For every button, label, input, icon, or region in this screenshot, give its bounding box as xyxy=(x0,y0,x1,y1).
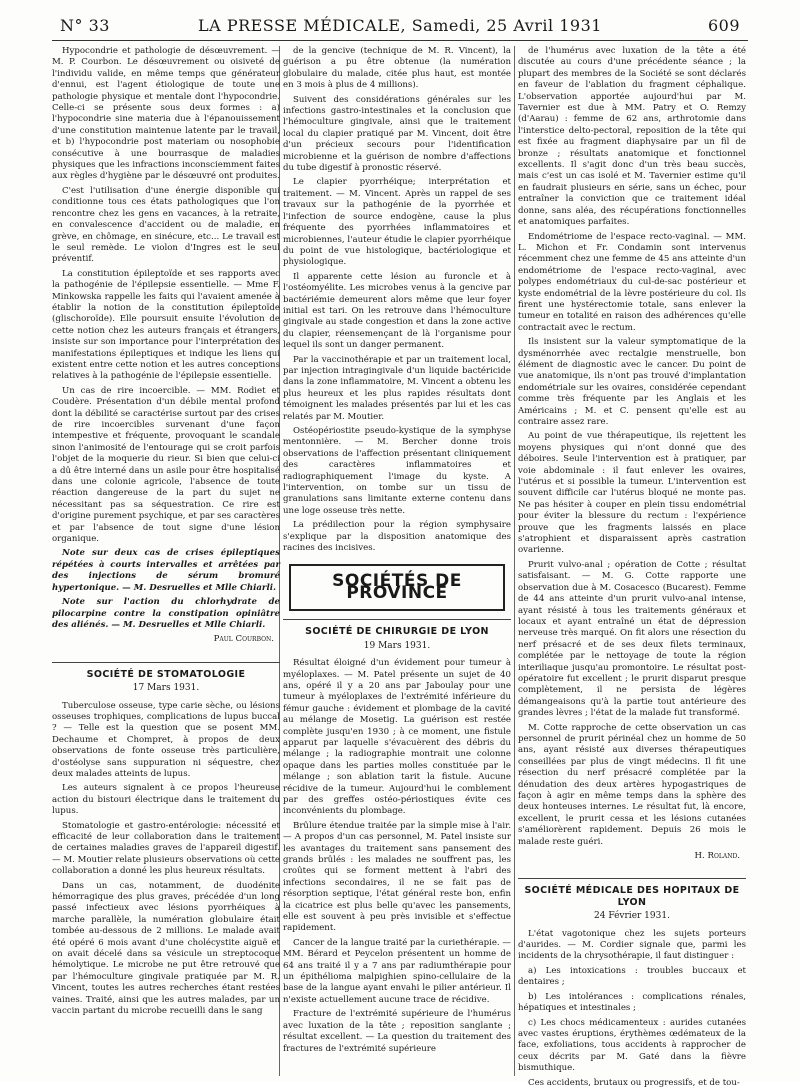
paragraph: b) Les intolérances : complications rénales, hépatiques et intestinales ; xyxy=(518,991,746,1014)
paragraph: Hypocondrie et pathologie de désœuvrement. — M. P. Courbon. Le désœuvrement ou oisiveté de l'individu valide, en même temps que générateur d'ennui, est l'agent étiologique de toute une pathologie physique et mentale dont l'hypocondrie. Celle-ci se présente sous deux formes : a) l'hypocondrie sine materia due à l'épanouissement d'une constitution maintenue latente par le travail, et b) l'hypocondrie post materiam ou nosophobie consécutive à une bourrasque de maladies physiques que les infractions inconsciemment faites aux règles d'hygiène par le désœuvré ont produites. xyxy=(52,46,280,182)
page-header xyxy=(60,16,740,38)
paragraph: Tuberculose osseuse, type carie sèche, ou lésions osseuses trophiques, complications de lupus buccal ? — Telle est la question que se posent MM. Dechaume et Chompret, à propos de deux observations de fonte osseuse très particulière, d'ostéolyse sans suppuration ni séquestre, chez deux malades atteints de lupus. xyxy=(52,700,280,779)
paragraph: M. Cotte rapproche de cette observation un cas personnel de prurit périnéal chez un homme de 50 ans, ayant résisté aux diverses thérapeutiques conseillées par plus de vingt médecins. Il fit une résection du nerf présacré complétée par la dénudation des deux artères hypogastriques de façon à agir en même temps dans la sphère des deux honteuses internes. Le résultat fut, là encore, excellent, le prurit cessa et les lésions cutanées s'améliorèrent rapidement. Depuis 26 mois le malade reste guéri. xyxy=(518,722,746,847)
section-banner: SOCIÉTÉS DE PROVINCE xyxy=(289,564,505,611)
paragraph: La prédilection pour la région symphysaire s'explique par la disposition anatomique des racines des incisives. xyxy=(283,520,511,554)
section-heading: SOCIÉTÉ MÉDICALE DES HOPITAUX DE LYON xyxy=(518,878,746,908)
paragraph: Stomatologie et gastro-entérologie: nécessité et efficacité de leur collaboration dans le traitement de certaines maladies graves de l'appareil digestif. — M. Moutier relate plusieurs observations où cette collaboration a donné les plus heureux résultats. xyxy=(52,820,281,877)
journal-title: LA PRESSE MÉDICALE, Samedi, 25 Avril 1931 xyxy=(198,16,602,35)
paragraph: Ils insistent sur la valeur symptomatique de la dysménorrhée avec rectalgie menstruelle, bon élément de diagnostic avec le cancer. Du point de vue anatomique, ils n'ont pas trouvé d'implantation endométriale sur les ovaires, considérée cependant comme très fréquente par les Anglais et les Américains ; M. et C. pensent qu'elle est au contraire assez rare. xyxy=(518,337,746,427)
paragraph: Fracture de l'extrémité supérieure de l'humérus avec luxation de la tête ; reposition sanglante ; résultat excellent. — La question du traitement des fractures de l'extrémité supérieure xyxy=(283,1009,511,1054)
paragraph: Résultat éloigné d'un évidement pour tumeur à myéloplaxes. — M. Patel présente un sujet de 40 ans, opéré il y a 20 ans par Jaboulay pour une tumeur à myéloplaxes de l'extrémité inférieure du fémur gauche : évidement et plombage de la cavité au mélange de Mosetig. La guérison est restée complète jusqu'en 1930 ; à ce moment, une fistule apparut par laquelle s'évacuèrent des débris du mélange ; la radiographie montrait une colonne opaque dans les parties molles constituée par le mélange ; son ablation tarit la fistule. Aucune récidive de la tumeur. Aujourd'hui le comblement par des greffes ostéo-périostiques évite ces inconvénients du plombage. xyxy=(283,658,511,817)
column-middle xyxy=(283,46,511,1076)
session-date: 17 Mars 1931. xyxy=(132,683,200,694)
paragraph: Note sur l'action du chlorhydrate de pilocarpine contre la constipation opiniâtre des aliénés. — M. Desruelles et Mlle Chiarli. xyxy=(52,597,280,630)
paragraph: La constitution épileptoïde et ses rapports avec la pathogénie de l'épilepsie essentielle. — Mme F. Minkowska rappelle les faits qui l'avaient amenée à établir la notion de la constitution épileptoïde (glischoroïde). Elle poursuit ensuite l'évolution de cette notion chez les auteurs français et étrangers, insiste sur son importance pour l'interprétation des manifestations épileptiques et indique les liens qui existent entre cette notion et les autres conceptions relatives à la pathogénie de l'épilepsie essentielle. xyxy=(52,268,280,382)
paragraph: de l'humérus avec luxation de la tête a été discutée au cours d'une précédente séance ; la plupart des membres de la Société se sont déclarés en faveur de l'ablation du fragment céphalique. L'observation apportée aujourd'hui par M. Tavernier est due à MM. Patry et O. Remzy (d'Aarau) : femme de 62 ans, arthrotomie dans l'interstice delto-pectoral, reposition de la tête qui est fixée au fragment diaphysaire par un fil de bronze ; résultats anatomique et fonctionnel excellents. Il s'agit donc d'un très beau succès, mais c'est un cas isolé et M. Tavernier estime qu'il en faudrait plusieurs en série, sans un échec, pour entraîner la conviction que ce traitement idéal donne, sans aléa, des récupérations fonctionnelles et anatomiques parfaites. xyxy=(518,46,746,228)
paragraph: L'état vagotonique chez les sujets porteurs d'aurides. — M. Cordier signale que, parmi les incidents de la chrysothérapie, il faut distinguer : xyxy=(518,928,746,962)
section-heading: SOCIÉTÉ DE STOMATOLOGIE xyxy=(52,662,280,680)
header-rule xyxy=(52,40,748,41)
paragraph: C'est l'utilisation d'une énergie disponible qui conditionne tous ces états pathologiques que l'on rencontre chez les gens en vacances, à la retraite, en convalescence d'accident ou de maladie, en grève, en chômage, en sinécure, etc... Le travail est le seul remède. Le violon d'Ingres est le seul préventif. xyxy=(52,185,280,265)
paragraph: Les auteurs signalent à ce propos l'heureuse action du bistouri électrique dans le traitement du lupus. xyxy=(52,783,280,817)
paragraph: c) Les chocs médicamenteux : aurides cutanées avec vastes éruptions, érythèmes œdémateux de la face, exfoliations, tous accidents à rapprocher de ceux décrits par M. Gaté dans la fièvre bismuthique. xyxy=(518,1017,746,1074)
paragraph: Note sur deux cas de crises épileptiques répétées à courts intervalles et arrêtées par des injections de sérum bromuré hypertonique. — M. Desruelles et Mlle Chiarli. xyxy=(52,548,280,593)
paragraph: Cancer de la langue traité par la curiethérapie. — MM. Bérard et Peycelon présentent un homme de 64 ans traité il y a 7 ans par radiumthérapie pour un épithélioma malpighien spino-cellulaire de la base de la langue ayant envahi le pilier antérieur. Il n'existe actuellement aucune trace de récidive. xyxy=(283,937,511,1005)
paragraph: Brûlure étendue traitée par la simple mise à l'air. — A propos d'un cas personnel, M. Patel insiste sur les avantages du traitement sans pansement des grands brûlés : les malades ne souffrent pas, les croûtes qui se forment mettent à l'abri des infections secondaires, il ne se fait pas de résorption septique, l'état général reste bon, enfin la cicatrice est plus belle qu'avec les pansements, elle est souvent à peu près invisible et s'effectue rapidement. xyxy=(283,820,511,934)
author-signature: H. Roland. xyxy=(694,851,740,862)
paragraph: Dans un cas, notamment, de duodénite hémorragique des plus graves, précédée d'un long passé infectieux avec lésions pyorrhéiques à marche parallèle, la numération globulaire était tombée au-dessous de 2 millions. Le malade avait été opéré 6 mois avant d'une cholécystite aiguë et on avait décelé dans sa vésicule un streptocoque hémolytique. Le microbe ne put être retrouvé que par l'hémoculture gingivale pratiquée par M. R. Vincent, toutes les autres recherches étant restées vaines. Traité, ainsi que les autres malades, par un vaccin partant du microbe recueilli dans le sang xyxy=(52,880,280,1017)
paragraph: Ostéopériostite pseudo-kystique de la symphyse mentonnière. — M. Bercher donne trois observations de l'affection présentant cliniquement des caractères inflammatoires et radiographiquement l'image du kyste. A l'intervention, on tombe sur un tissu de granulations sans limitante externe contenu dans une loge osseuse très nette. xyxy=(283,426,511,516)
paragraph: Il apparente cette lésion au furoncle et à l'ostéomyélite. Les microbes venus à la gencive par bactériémie demeurent alors même que leur foyer initial est tari. On les retrouve dans l'hémoculture gingivale au stade congestion et dans la zone active du clapier, réensemençant de là l'organisme pour lequel ils sont un danger permanent. xyxy=(283,271,511,351)
paragraph: Ces accidents, brutaux ou progressifs, et de tou- xyxy=(528,1077,740,1088)
column-right xyxy=(518,46,746,1088)
paragraph: Au point de vue thérapeutique, ils rejettent les moyens physiques qui n'ont donné que des déboires. Seule l'intervention est à pratiquer, par voie abdominale : il faut enlever les ovaires, l'utérus et si possible la tumeur. L'intervention est souvent difficile car l'utérus bloqué ne monte pas. Ne pas hésiter à couper en plein tissu endométrial pour éviter la blessure du rectum : l'expérience prouve que les fragments laissés en place s'atrophient et disparaissent après castration ovarienne. xyxy=(518,431,746,556)
session-date: 24 Février 1931. xyxy=(594,911,670,922)
paragraph: Un cas de rire incoercible. — MM. Rodiet et Coudère. Présentation d'un débile mental profond dont la débilité se caractérise surtout par des crises de rire incoercibles survenant d'une façon intempestive et fréquente, provoquant le scandale sinon l'animosité de l'entourage qui se croit parfois l'objet de la moquerie du rieur. Si bien que celui-ci a dû être interné dans un asile pour être hospitalisé dans une colonie agricole, l'absence de toute réaction dangereuse de la part du sujet ne nécessitant pas sa séquestration. Ce rire est d'origine purement psychique, et par ses caractères et par l'absence de tout signe d'une lésion organique. xyxy=(52,385,280,545)
section-heading: SOCIÉTÉ DE CHIRURGIE DE LYON xyxy=(283,619,511,637)
paragraph: Endométriome de l'espace recto-vaginal. — MM. L. Michon et Fr. Condamin sont intervenus récemment chez une femme de 45 ans atteinte d'un endométriome de l'espace recto-vaginal, avec polypes endométriaux du cul-de-sac postérieur et kyste endométrial de la lèvre postérieure du col. Ils firent une hystérectomie totale, sans enlever la tumeur en totalité en raison des adhérences qu'elle contractait avec le rectum. xyxy=(518,231,746,333)
paragraph: Par la vaccinothérapie et par un traitement local, par injection intragingivale d'un liquide bactéricide dans la zone inflammatoire, M. Vincent a obtenu les plus heureux et les plus rapides résultats dont témoignent les malades présentés par lui et les cas relatés par M. Moutier. xyxy=(283,354,511,422)
page-number: 609 xyxy=(707,16,740,35)
paragraph: de la gencive (technique de M. R. Vincent), la guérison a pu être obtenue (la numération globulaire du malade, citée plus haut, est montée en 3 mois à plus de 4 millions). xyxy=(283,46,511,91)
paragraph: Prurit vulvo-anal ; opération de Cotte ; résultat satisfaisant. — M. G. Cotte rapporte une observation due à M. Cosacesco (Bucarest). Femme de 44 ans atteinte d'un prurit vulvo-anal intense, ayant résisté à tous les traitements généraux et locaux et ayant entraîné un état de dépression nerveuse très marqué. On fit alors une résection du nerf présacré et de ses deux filets terminaux, complétée par le nettoyage de toute la région interiliaque jusqu'au promontoire. Le résultat post-opératoire fut excellent ; le prurit disparut presque complètement, il ne persista de légères démangeaisons qu'à la partie tout antérieure des grandes lèvres ; l'état de la malade fut transformé. xyxy=(518,559,746,719)
paragraph: Le clapier pyorrhéique; interprétation et traitement. — M. Vincent. Après un rappel de ses travaux sur la pathogénie de la pyorrhée et l'infection de source endogène, cause la plus fréquente des pyorrhées inflammatoires et microbiennes, l'auteur étudie le clapier pyorrhéique du point de vue histologique, bactériologique et physiologique. xyxy=(283,177,511,268)
column-left xyxy=(52,46,280,1076)
paragraph: a) Les intoxications : troubles buccaux et dentaires ; xyxy=(518,965,746,988)
author-signature: Paul Courbon. xyxy=(213,634,274,645)
paragraph: Suivent des considérations générales sur les infections gastro-intestinales et la conclusion que l'hémoculture gingivale, ainsi que le traitement local du clapier pratiqué par M. Vincent, doit être d'un précieux secours pour l'identification microbienne et la guérison de nombre d'affections du tube digestif à pronostic réservé. xyxy=(283,94,511,174)
session-date: 19 Mars 1931. xyxy=(363,640,431,651)
issue-number: N° 33 xyxy=(60,16,110,35)
column-divider xyxy=(514,46,515,1076)
